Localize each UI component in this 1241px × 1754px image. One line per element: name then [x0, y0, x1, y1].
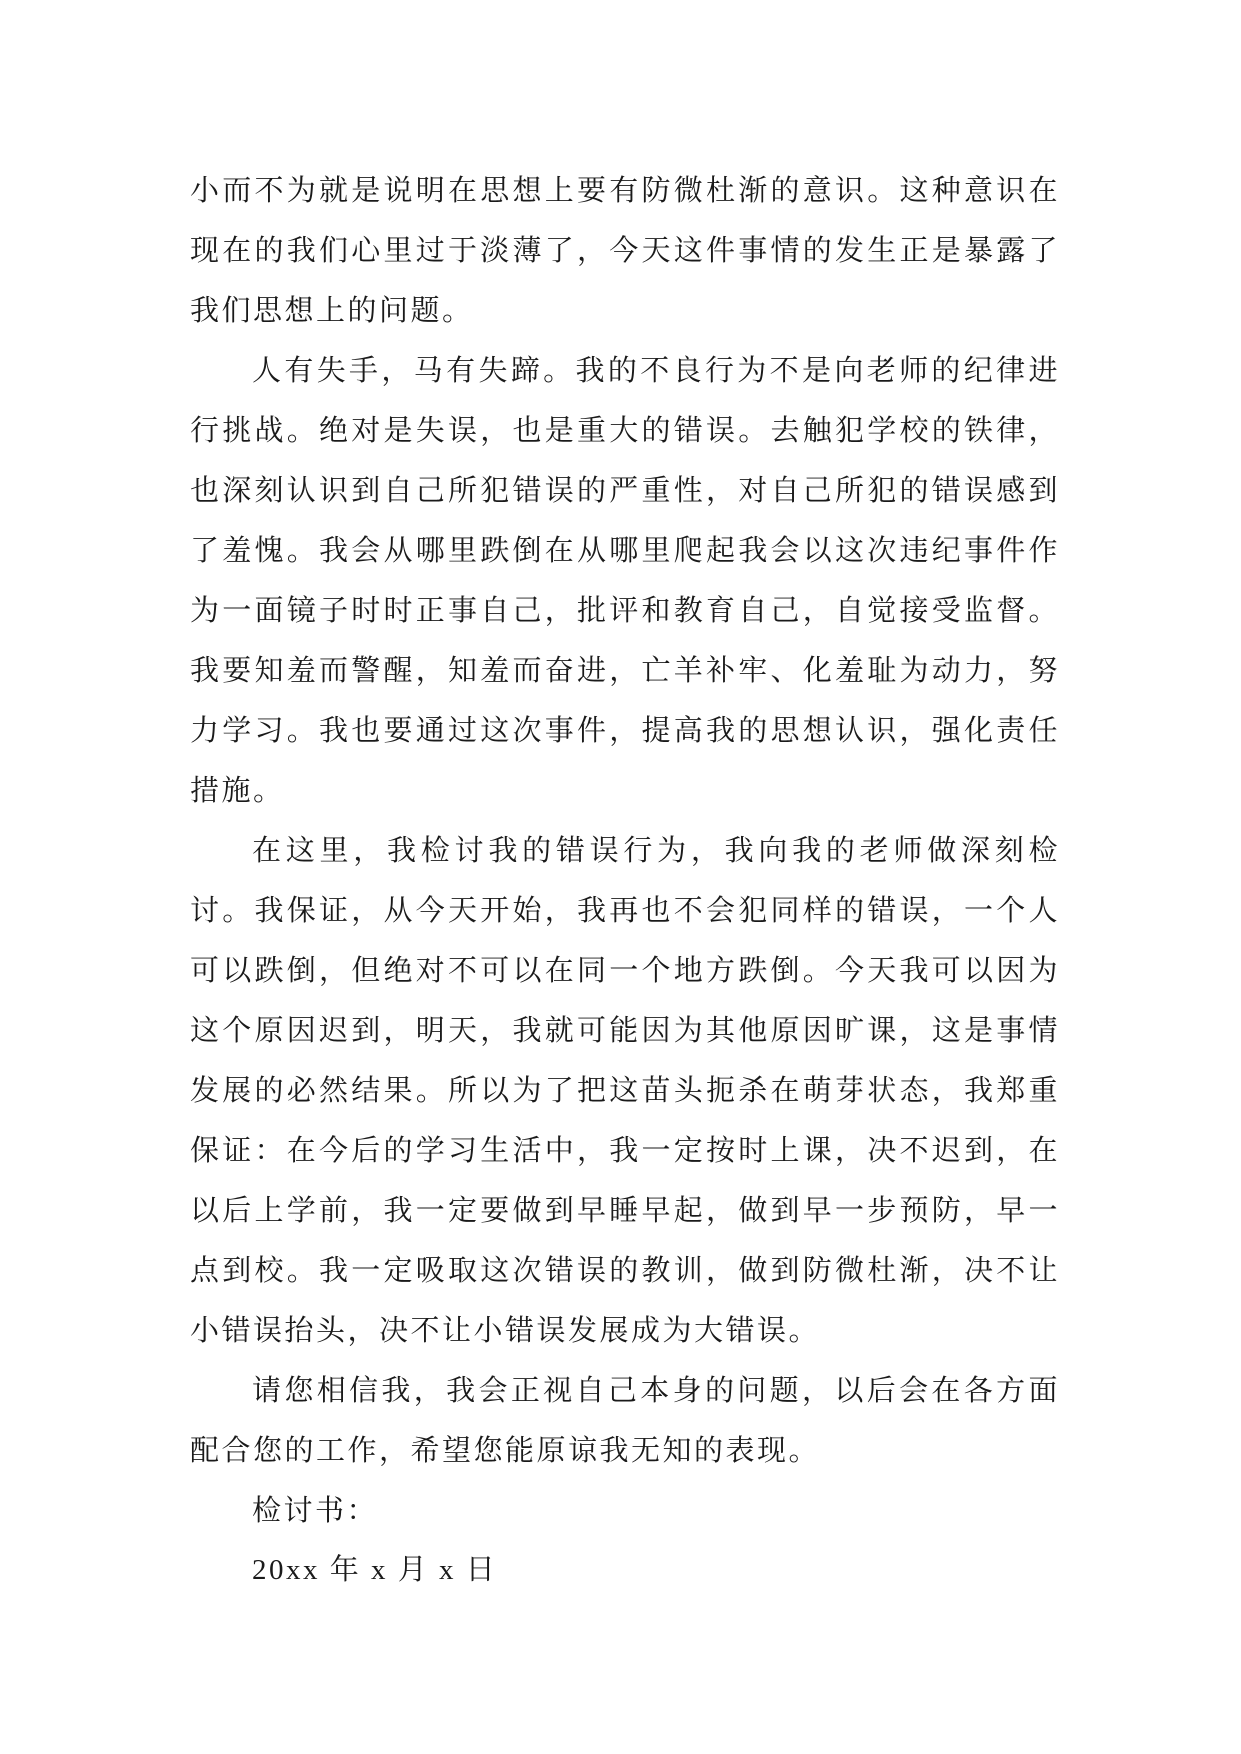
- paragraph-guarantee: 在这里，我检讨我的错误行为，我向我的老师做深刻检讨。我保证，从今天开始，我再也不会犯同样的错误，一个人可以跌倒，但绝对不可以在同一个地方跌倒。今天我可以因为这个原因迟到，明天，我就可能因为其他原因旷课，这是事情发展的必然结果。所以为了把这苗头扼杀在萌芽状态，我郑重保证：在今后的学习生活中，我一定按时上课，决不迟到，在以后上学前，我一定要做到早睡早起，做到早一步预防，早一点到校。我一定吸取这次错误的教训，做到防微杜渐，决不让小错误抬头，决不让小错误发展成为大错误。: [190, 833, 1060, 1347]
- date-line: 20xx 年 x 月 x 日: [252, 1554, 498, 1586]
- paragraph-continuation: 小而不为就是说明在思想上要有防微杜渐的意识。这种意识在现在的我们心里过于淡薄了，今天这件事情的发生正是暴露了我们思想上的问题。: [190, 173, 1060, 327]
- paragraph-mistake-reflection: 人有失手，马有失蹄。我的不良行为不是向老师的纪律进行挑战。绝对是失误，也是重大的错误。去触犯学校的铁律，也深刻认识到自己所犯错误的严重性，对自己所犯的错误感到了羞愧。我会从哪里跌倒在从哪里爬起我会以这次违纪事件作为一面镜子时时正事自己，批评和教育自己，自觉接受监督。我要知羞而警醒，知羞而奋进，亡羊补牢、化羞耻为动力，努力学习。我也要通过这次事件，提高我的思想认识，强化责任措施。: [190, 353, 1060, 807]
- paragraph-closing-plea: 请您相信我，我会正视自己本身的问题，以后会在各方面配合您的工作，希望您能原谅我无知的表现。: [190, 1373, 1060, 1467]
- signature-label: 检讨书：: [252, 1493, 379, 1527]
- document-body: [190, 160, 1060, 1600]
